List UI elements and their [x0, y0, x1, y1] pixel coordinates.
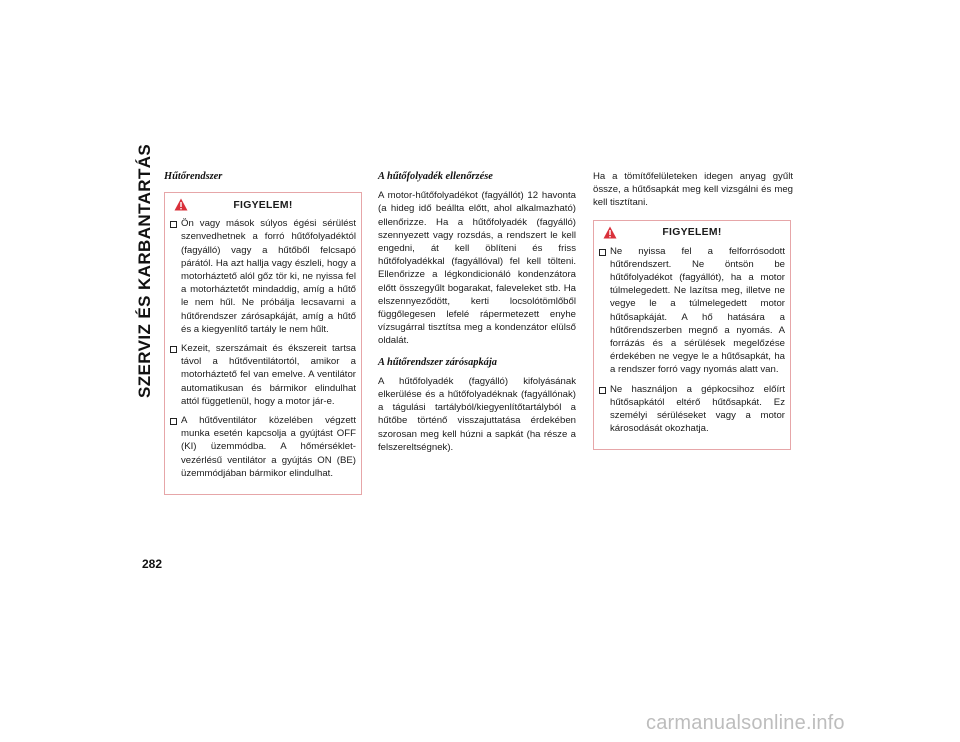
column-left [164, 170, 364, 495]
watermark: carmanualsonline.info [646, 712, 845, 734]
square-bullet-icon [170, 346, 177, 353]
warning-box-right [593, 220, 791, 451]
warning-triangle-icon [174, 198, 188, 211]
heading-cooling-system: Hűtőrendszer [164, 171, 223, 182]
paragraph-coolant-check: A motor-hűtőfolyadékot (fagyállót) 12 havonta (a hideg idő beállta előtt, ahol alkalmazható) ellenőrizze. Ha a hűtőfolyadék (fagyálló) szennyezett vagy rozsdás, a rendszert le kell engedni, át kell öblíteni és friss hűtőfolyadékkal (fagyállóval) fel kell tölteni. Ellenőrizze a légkondicionáló kondenzátora előtt összegyűlt bogarakat, faleveleket stb. Ha elszennyeződött, kerti locsolótömlőből függőlegesen lefelé rápermetezett enyhe vízsugárral tisztítsa meg a kondenzátor elülső oldalát. [378, 190, 576, 347]
warning-item-text: Ne nyissa fel a felforrósodott hűtőrendszert. Ne öntsön be hűtőfolyadékot (fagyállót), ha a motor túlmelegedett. Ne lazítsa meg, illetve ne vegye le a túlmelegedett motor hűtősapkáját. A hő hatására a hűtőrendszerben megnő a nyomás. A forrázás és a sérülések megelőzése érdekében ne vegye le a hűtősapkát, ha a rendszer forró vagy nyomás alatt van. [610, 245, 785, 376]
warning-item [170, 217, 356, 336]
warning-title: FIGYELEM! [233, 199, 293, 211]
paragraph-radiator-cap: A hűtőfolyadék (fagyálló) kifolyásának elkerülése és a hűtőfolyadéknak (fagyállónak) a tágulási tartályból/kiegyenlítőtartályból a hűtőbe történő visszajuttatása érdekében szorosan meg kell húzni a sapkát (ha része a felszereltségnek). [378, 375, 576, 453]
warning-item [599, 245, 785, 377]
heading-radiator-cap: A hűtőrendszer zárósapkája [378, 356, 497, 368]
column-right [593, 170, 793, 450]
page-number: 282 [142, 557, 163, 571]
warning-item [599, 383, 785, 436]
warning-header [170, 193, 356, 217]
paragraph-cap-inspection: Ha a tömítőfelületeken idegen anyag gyűlt össze, a hűtősapkát meg kell vizsgálni és meg kell tisztítani. [593, 171, 793, 209]
warning-item-text: Ön vagy mások súlyos égési sérülést szenvedhetnek a forró hűtőfolyadéktól (fagyálló) vagy a hűtőből felcsapó párától. Ha azt hallja vagy észleli, hogy a motorháztető alól gőz tör ki, ne nyissa fel a motorháztetőt mindaddig, amíg a hűtő le nem hűl. Ne próbálja lecsavarni a hűtőrendszer zárósapkáját, amíg a hűtő és a kiegyenlítő tartály le nem hűlt. [181, 218, 356, 335]
square-bullet-icon [599, 249, 606, 256]
heading-coolant-check: A hűtőfolyadék ellenőrzése [378, 171, 493, 182]
warning-box-left [164, 192, 362, 495]
warning-triangle-icon [603, 226, 617, 239]
warning-item [170, 342, 356, 408]
column-middle [378, 170, 576, 462]
warning-header [599, 221, 785, 245]
warning-item [170, 414, 356, 480]
warning-item-text: Ne használjon a gépkocsihoz előírt hűtősapkától eltérő hűtősapkát. Ez személyi sérüléseket vagy a motor károsodását okozhatja. [610, 383, 785, 435]
warning-title: FIGYELEM! [662, 227, 722, 238]
warning-item-text: Kezeit, szerszámait és ékszereit tartsa távol a hűtőventilátortól, amikor a motorháztető fel van emelve. A ventilátor automatikusan és bármikor elindulhat attól függetlenül, hogy a motor jár-e. [181, 343, 356, 407]
square-bullet-icon [170, 221, 177, 228]
section-side-title: SZERVIZ ÉS KARBANTARTÁS [135, 143, 154, 398]
warning-item-text: A hűtőventilátor közelében végzett munka esetén kapcsolja a gyújtást OFF (KI) üzemmódba. A hőmérséklet-vezérlésű ventilátor a gyújtás ON (BE) üzemmódjában bármikor elindulhat. [181, 415, 356, 479]
square-bullet-icon [599, 387, 606, 394]
square-bullet-icon [170, 418, 177, 425]
